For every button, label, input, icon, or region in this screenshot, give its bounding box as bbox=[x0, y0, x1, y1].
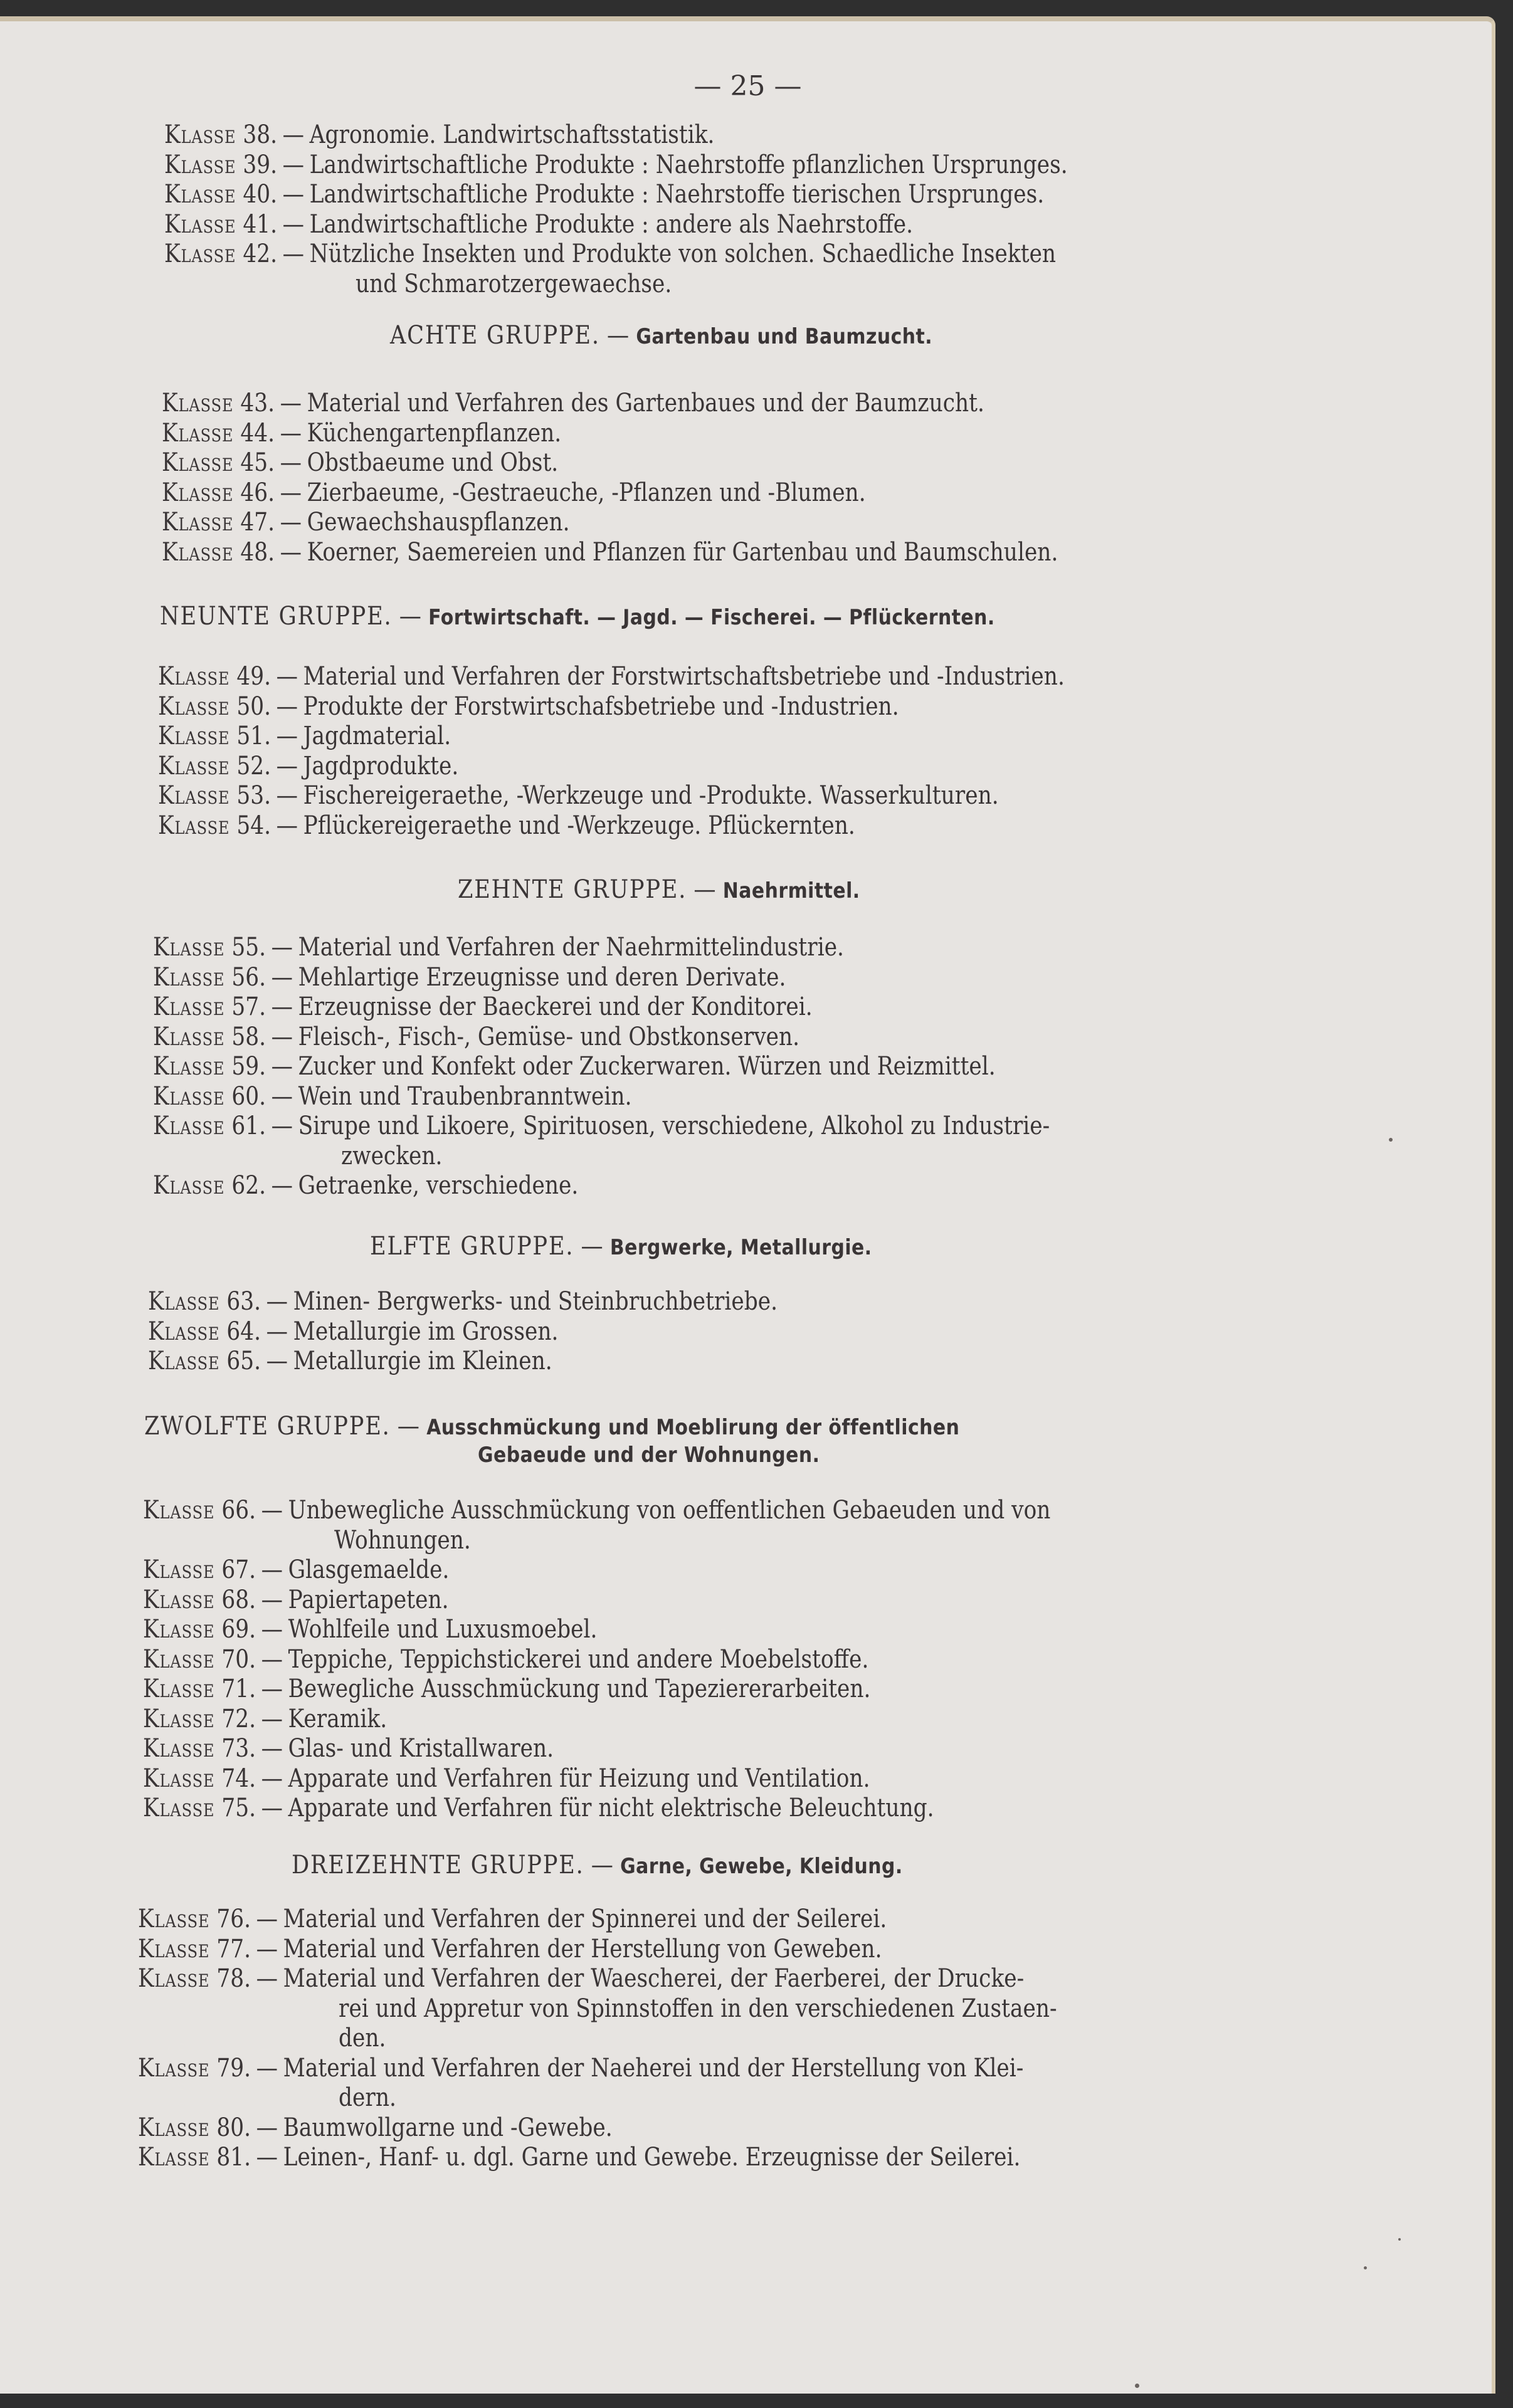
klasse-number: 69. bbox=[221, 1615, 256, 1644]
klasse-description: Metallurgie im Kleinen. bbox=[293, 1347, 552, 1375]
entry-dash: — bbox=[256, 1964, 278, 1993]
klasse-label: Klasse bbox=[153, 962, 225, 992]
klasse-description: Material und Verfahren der Forstwirtschaftsbetriebe und -Industrien. bbox=[303, 662, 1065, 691]
klasse-description: Pflückereigeraethe und -Werkzeuge. Pflückernten. bbox=[303, 811, 855, 840]
klasse-label: Klasse bbox=[153, 992, 225, 1021]
klasse-entry-49 bbox=[158, 662, 1065, 691]
klasse-description: Glasgemaelde. bbox=[288, 1555, 450, 1584]
klasse-entry-79 bbox=[138, 2054, 1023, 2083]
klasse-label: Klasse bbox=[138, 1964, 210, 1993]
entry-dash: — bbox=[276, 811, 298, 840]
klasse-description: Keramik. bbox=[288, 1704, 387, 1733]
klasse-entry-56 bbox=[153, 963, 786, 992]
klasse-label: Klasse bbox=[164, 239, 236, 268]
klasse-label: Klasse bbox=[158, 781, 230, 810]
klasse-entry-57 bbox=[153, 992, 813, 1021]
klasse-number: 71. bbox=[221, 1675, 256, 1703]
entry-dash: — bbox=[276, 662, 298, 691]
entry-dash: — bbox=[280, 448, 302, 477]
klasse-entry-45 bbox=[162, 448, 558, 477]
klasse-description: Wein und Traubenbranntwein. bbox=[298, 1081, 632, 1111]
klasse-label: Klasse bbox=[158, 691, 230, 721]
klasse-description: Glas- und Kristallwaren. bbox=[288, 1734, 554, 1763]
klasse-entry-55 bbox=[153, 933, 844, 962]
klasse-description: Gewaechshauspflanzen. bbox=[307, 508, 570, 537]
klasse-description: Landwirtschaftliche Produkte : andere als Naehrstoffe. bbox=[309, 209, 914, 239]
klasse-number: 58. bbox=[231, 1022, 266, 1051]
klasse-number: 75. bbox=[221, 1794, 256, 1822]
group-dash: — bbox=[574, 1232, 610, 1261]
entry-dash: — bbox=[276, 781, 298, 810]
klasse-number: 64. bbox=[226, 1317, 261, 1346]
klasse-number: 57. bbox=[231, 992, 266, 1021]
klasse-number: 59. bbox=[231, 1052, 266, 1081]
klasse-number: 60. bbox=[231, 1081, 266, 1111]
klasse-label: Klasse bbox=[143, 1644, 215, 1674]
klasse-entry-41 bbox=[164, 210, 913, 239]
klasse-number: 49. bbox=[236, 662, 271, 691]
klasse-number: 65. bbox=[226, 1347, 261, 1375]
klasse-entry-44 bbox=[162, 419, 561, 448]
group-name: DREIZEHNTE GRUPPE. bbox=[292, 1851, 584, 1880]
klasse-entry-71 bbox=[143, 1675, 870, 1703]
klasse-entry-58 bbox=[153, 1023, 799, 1051]
klasse-number: 78. bbox=[216, 1964, 251, 1993]
klasse-description: Obstbaeume und Obst. bbox=[307, 448, 559, 477]
klasse-label: Klasse bbox=[138, 1934, 210, 1964]
klasse-description: Landwirtschaftliche Produkte : Naehrstoffe pflanzlichen Ursprunges. bbox=[309, 150, 1068, 179]
entry-dash: — bbox=[276, 722, 298, 750]
group-dash: — bbox=[392, 602, 429, 631]
entry-dash: — bbox=[256, 2143, 278, 2172]
klasse-number: 66. bbox=[221, 1496, 256, 1525]
paper-speck bbox=[1389, 1138, 1393, 1142]
klasse-label: Klasse bbox=[148, 1317, 220, 1346]
klasse-number: 45. bbox=[240, 448, 275, 477]
klasse-description: Jagdmaterial. bbox=[303, 722, 451, 750]
klasse-entry-42 bbox=[164, 239, 1056, 268]
entry-dash: — bbox=[271, 1022, 293, 1051]
group-title: Naehrmittel. bbox=[722, 878, 860, 903]
entry-dash: — bbox=[261, 1764, 283, 1793]
klasse-number: 72. bbox=[221, 1704, 256, 1733]
group-title: Fortwirtschaft. — Jagd. — Fischerei. — Pflückernten. bbox=[428, 605, 995, 630]
entry-dash: — bbox=[266, 1287, 288, 1316]
klasse-entry-68 bbox=[143, 1585, 449, 1614]
klasse-number: 52. bbox=[236, 751, 271, 781]
entry-dash: — bbox=[280, 418, 302, 448]
klasse-entry-64 bbox=[148, 1317, 558, 1346]
klasse-label: Klasse bbox=[138, 2053, 210, 2083]
klasse-label: Klasse bbox=[143, 1704, 215, 1733]
entry-dash: — bbox=[282, 239, 305, 268]
entry-dash: — bbox=[271, 992, 293, 1021]
klasse-description-continuation: rei und Appretur von Spinnstoffen in den verschiedenen Zustaen- bbox=[339, 1994, 1057, 2023]
klasse-description-continuation: und Schmarotzergewaechse. bbox=[356, 269, 672, 298]
klasse-label: Klasse bbox=[138, 2113, 210, 2142]
entry-dash: — bbox=[261, 1794, 283, 1822]
klasse-entry-53 bbox=[158, 781, 999, 810]
klasse-number: 61. bbox=[231, 1112, 266, 1140]
klasse-description: Produkte der Forstwirtschafsbetriebe und -Industrien. bbox=[303, 691, 899, 721]
klasse-label: Klasse bbox=[143, 1585, 215, 1614]
klasse-number: 55. bbox=[231, 933, 266, 962]
klasse-description: Material und Verfahren der Spinnerei und der Seilerei. bbox=[283, 1905, 887, 1933]
klasse-description: Zierbaeume, -Gestraeuche, -Pflanzen und -Blumen. bbox=[307, 478, 866, 507]
klasse-label: Klasse bbox=[143, 1794, 215, 1822]
klasse-number: 56. bbox=[231, 962, 266, 992]
klasse-entry-69 bbox=[143, 1615, 597, 1644]
klasse-number: 50. bbox=[236, 691, 271, 721]
klasse-number: 74. bbox=[221, 1764, 256, 1793]
klasse-number: 77. bbox=[216, 1934, 251, 1964]
klasse-description: Agronomie. Landwirtschaftsstatistik. bbox=[309, 120, 715, 149]
klasse-label: Klasse bbox=[162, 478, 234, 507]
entry-dash: — bbox=[261, 1585, 283, 1614]
klasse-description: Apparate und Verfahren für Heizung und Ventilation. bbox=[288, 1764, 870, 1793]
klasse-description: Minen- Bergwerks- und Steinbruchbetriebe. bbox=[293, 1287, 778, 1316]
group-name: ZEHNTE GRUPPE. bbox=[458, 875, 687, 904]
klasse-label: Klasse bbox=[143, 1555, 215, 1584]
klasse-description: Material und Verfahren der Herstellung von Geweben. bbox=[283, 1934, 882, 1964]
entry-dash: — bbox=[280, 478, 302, 507]
entry-dash: — bbox=[276, 751, 298, 781]
klasse-entry-72 bbox=[143, 1705, 387, 1733]
klasse-label: Klasse bbox=[164, 150, 236, 179]
klasse-number: 41. bbox=[243, 209, 278, 239]
klasse-entry-46 bbox=[162, 478, 866, 507]
klasse-description: Material und Verfahren der Naeherei und der Herstellung von Klei- bbox=[283, 2053, 1024, 2083]
group-name: NEUNTE GRUPPE. bbox=[160, 602, 393, 631]
klasse-number: 63. bbox=[226, 1287, 261, 1316]
klasse-entry-60 bbox=[153, 1082, 632, 1111]
klasse-description: Material und Verfahren der Waescherei, der Faerberei, der Drucke- bbox=[283, 1964, 1025, 1993]
klasse-number: 43. bbox=[240, 389, 275, 418]
entry-dash: — bbox=[280, 389, 302, 418]
klasse-description: Koerner, Saemereien und Pflanzen für Gartenbau und Baumschulen. bbox=[307, 537, 1058, 567]
klasse-number: 47. bbox=[240, 508, 275, 537]
klasse-description: Baumwollgarne und -Gewebe. bbox=[283, 2113, 613, 2142]
group-heading bbox=[292, 1851, 903, 1881]
klasse-number: 42. bbox=[243, 239, 278, 268]
klasse-number: 73. bbox=[221, 1734, 256, 1763]
klasse-entry-61 bbox=[153, 1112, 1050, 1140]
entry-dash: — bbox=[282, 120, 305, 149]
group-heading bbox=[370, 1232, 872, 1262]
klasse-entry-38 bbox=[164, 120, 714, 149]
page-number: — 25 — bbox=[693, 70, 802, 102]
paper-speck bbox=[1398, 2238, 1401, 2241]
paper-speck bbox=[1364, 2266, 1367, 2269]
klasse-number: 38. bbox=[243, 120, 278, 149]
klasse-description: Wohlfeile und Luxusmoebel. bbox=[288, 1615, 598, 1644]
entry-dash: — bbox=[261, 1644, 283, 1674]
entry-dash: — bbox=[271, 1081, 293, 1111]
entry-dash: — bbox=[256, 1934, 278, 1964]
klasse-description: Teppiche, Teppichstickerei und andere Moebelstoffe. bbox=[288, 1644, 869, 1674]
klasse-description: Material und Verfahren der Naehrmittelindustrie. bbox=[298, 933, 844, 962]
klasse-entry-81 bbox=[138, 2143, 1020, 2172]
klasse-description: Unbewegliche Ausschmückung von oeffentlichen Gebaeuden und von bbox=[288, 1496, 1051, 1525]
klasse-label: Klasse bbox=[164, 180, 236, 209]
entry-dash: — bbox=[261, 1615, 283, 1644]
klasse-number: 54. bbox=[236, 811, 271, 840]
klasse-entry-78 bbox=[138, 1964, 1024, 1993]
klasse-entry-65 bbox=[148, 1347, 552, 1375]
klasse-number: 67. bbox=[221, 1555, 256, 1584]
klasse-number: 79. bbox=[216, 2053, 251, 2083]
group-heading bbox=[390, 321, 932, 351]
entry-dash: — bbox=[256, 1905, 278, 1933]
group-title-continuation bbox=[478, 1439, 820, 1470]
klasse-description: Bewegliche Ausschmückung und Tapeziererarbeiten. bbox=[288, 1675, 871, 1703]
klasse-label: Klasse bbox=[153, 1052, 225, 1081]
klasse-description: Fleisch-, Fisch-, Gemüse- und Obstkonserven. bbox=[298, 1022, 800, 1051]
group-title: Ausschmückung und Moeblirung der öffentlichen bbox=[426, 1415, 960, 1440]
entry-dash: — bbox=[280, 508, 302, 537]
klasse-entry-66 bbox=[143, 1496, 1050, 1525]
group-heading bbox=[144, 1412, 959, 1442]
klasse-number: 80. bbox=[216, 2113, 251, 2142]
klasse-label: Klasse bbox=[143, 1675, 215, 1703]
group-title: Gartenbau und Baumzucht. bbox=[636, 324, 933, 349]
entry-dash: — bbox=[271, 1052, 293, 1081]
group-name: ACHTE GRUPPE. bbox=[390, 321, 600, 350]
entry-dash: — bbox=[256, 2113, 278, 2142]
klasse-description: Landwirtschaftliche Produkte : Naehrstoffe tierischen Ursprunges. bbox=[309, 180, 1045, 209]
klasse-label: Klasse bbox=[143, 1764, 215, 1793]
klasse-entry-75 bbox=[143, 1794, 934, 1822]
klasse-entry-74 bbox=[143, 1764, 870, 1793]
klasse-entry-40 bbox=[164, 180, 1044, 209]
klasse-label: Klasse bbox=[158, 722, 230, 750]
klasse-label: Klasse bbox=[138, 2143, 210, 2172]
klasse-entry-73 bbox=[143, 1734, 554, 1763]
klasse-description-continuation: den. bbox=[339, 2024, 386, 2053]
klasse-entry-67 bbox=[143, 1555, 449, 1584]
klasse-label: Klasse bbox=[143, 1496, 215, 1525]
klasse-number: 48. bbox=[240, 537, 275, 567]
entry-dash: — bbox=[256, 2053, 278, 2083]
klasse-entry-52 bbox=[158, 752, 458, 781]
klasse-label: Klasse bbox=[162, 508, 234, 537]
klasse-description: Mehlartige Erzeugnisse und deren Derivate. bbox=[298, 962, 786, 992]
klasse-label: Klasse bbox=[158, 751, 230, 781]
klasse-entry-50 bbox=[158, 692, 899, 721]
klasse-description: Jagdprodukte. bbox=[303, 751, 459, 781]
klasse-entry-43 bbox=[162, 389, 984, 418]
klasse-label: Klasse bbox=[148, 1347, 220, 1375]
klasse-entry-47 bbox=[162, 508, 570, 537]
group-dash: — bbox=[390, 1412, 427, 1441]
klasse-description: Leinen-, Hanf- u. dgl. Garne und Gewebe. Erzeugnisse der Seilerei. bbox=[283, 2143, 1021, 2172]
klasse-label: Klasse bbox=[153, 1171, 225, 1200]
klasse-description: Material und Verfahren des Gartenbaues und der Baumzucht. bbox=[307, 389, 984, 418]
klasse-description-continuation: Wohnungen. bbox=[334, 1525, 471, 1555]
entry-dash: — bbox=[280, 537, 302, 567]
klasse-label: Klasse bbox=[153, 1112, 225, 1140]
klasse-entry-70 bbox=[143, 1645, 868, 1674]
klasse-entry-39 bbox=[164, 150, 1068, 179]
klasse-entry-51 bbox=[158, 722, 451, 750]
klasse-entry-62 bbox=[153, 1171, 578, 1200]
klasse-label: Klasse bbox=[138, 1905, 210, 1933]
entry-dash: — bbox=[261, 1555, 283, 1584]
klasse-description: Erzeugnisse der Baeckerei und der Konditorei. bbox=[298, 992, 813, 1021]
klasse-label: Klasse bbox=[143, 1615, 215, 1644]
entry-dash: — bbox=[271, 962, 293, 992]
group-dash: — bbox=[687, 875, 723, 904]
entry-dash: — bbox=[261, 1704, 283, 1733]
klasse-label: Klasse bbox=[153, 1081, 225, 1111]
klasse-label: Klasse bbox=[164, 120, 236, 149]
entry-dash: — bbox=[282, 209, 305, 239]
klasse-number: 40. bbox=[243, 180, 278, 209]
klasse-label: Klasse bbox=[143, 1734, 215, 1763]
group-dash: — bbox=[599, 321, 636, 350]
klasse-description: Metallurgie im Grossen. bbox=[293, 1317, 559, 1346]
entry-dash: — bbox=[266, 1317, 288, 1346]
klasse-number: 62. bbox=[231, 1171, 266, 1200]
klasse-description: Zucker und Konfekt oder Zuckerwaren. Würzen und Reizmittel. bbox=[298, 1052, 996, 1081]
klasse-entry-54 bbox=[158, 811, 855, 840]
entry-dash: — bbox=[271, 1112, 293, 1140]
klasse-number: 81. bbox=[216, 2143, 251, 2172]
paper-speck bbox=[1135, 2384, 1139, 2388]
group-name: ZWOLFTE GRUPPE. bbox=[144, 1412, 391, 1441]
entry-dash: — bbox=[282, 150, 305, 179]
entry-dash: — bbox=[282, 180, 305, 209]
klasse-label: Klasse bbox=[162, 537, 234, 567]
klasse-number: 70. bbox=[221, 1644, 256, 1674]
entry-dash: — bbox=[271, 1171, 293, 1200]
group-heading bbox=[458, 875, 860, 905]
klasse-label: Klasse bbox=[162, 418, 234, 448]
klasse-description: Nützliche Insekten und Produkte von solchen. Schaedliche Insekten bbox=[309, 239, 1057, 268]
klasse-label: Klasse bbox=[148, 1287, 220, 1316]
klasse-description-continuation: dern. bbox=[339, 2083, 396, 2112]
group-name: ELFTE GRUPPE. bbox=[370, 1232, 574, 1261]
group-title-cont: Gebaeude und der Wohnungen. bbox=[478, 1443, 820, 1468]
klasse-number: 39. bbox=[243, 150, 278, 179]
entry-dash: — bbox=[261, 1496, 283, 1525]
entry-dash: — bbox=[266, 1347, 288, 1375]
klasse-entry-77 bbox=[138, 1935, 882, 1964]
klasse-description: Apparate und Verfahren für nicht elektrische Beleuchtung. bbox=[288, 1794, 934, 1822]
klasse-label: Klasse bbox=[153, 933, 225, 962]
klasse-number: 53. bbox=[236, 781, 271, 810]
klasse-label: Klasse bbox=[162, 448, 234, 477]
klasse-description: Sirupe und Likoere, Spirituosen, verschiedene, Alkohol zu Industrie- bbox=[298, 1112, 1050, 1140]
klasse-number: 44. bbox=[240, 418, 275, 448]
klasse-description: Fischereigeraethe, -Werkzeuge und -Produkte. Wasserkulturen. bbox=[303, 781, 999, 810]
klasse-label: Klasse bbox=[164, 209, 236, 239]
document-page bbox=[0, 16, 1495, 2394]
klasse-description: Küchengartenpflanzen. bbox=[307, 418, 562, 448]
klasse-label: Klasse bbox=[158, 811, 230, 840]
klasse-number: 51. bbox=[236, 722, 271, 750]
klasse-description-continuation: zwecken. bbox=[341, 1141, 443, 1170]
group-dash: — bbox=[584, 1851, 621, 1880]
entry-dash: — bbox=[276, 691, 298, 721]
group-title: Bergwerke, Metallurgie. bbox=[609, 1235, 872, 1260]
klasse-label: Klasse bbox=[162, 389, 234, 418]
klasse-entry-63 bbox=[148, 1287, 778, 1316]
klasse-label: Klasse bbox=[158, 662, 230, 691]
klasse-entry-76 bbox=[138, 1905, 887, 1933]
klasse-description: Papiertapeten. bbox=[288, 1585, 449, 1614]
group-title: Garne, Gewebe, Kleidung. bbox=[620, 1854, 903, 1879]
klasse-number: 76. bbox=[216, 1905, 251, 1933]
entry-dash: — bbox=[261, 1675, 283, 1703]
klasse-entry-48 bbox=[162, 538, 1058, 567]
group-heading bbox=[160, 602, 995, 632]
klasse-entry-80 bbox=[138, 2113, 613, 2142]
klasse-entry-59 bbox=[153, 1052, 996, 1081]
klasse-description: Getraenke, verschiedene. bbox=[298, 1171, 579, 1200]
entry-dash: — bbox=[271, 933, 293, 962]
klasse-label: Klasse bbox=[153, 1022, 225, 1051]
klasse-number: 68. bbox=[221, 1585, 256, 1614]
klasse-number: 46. bbox=[240, 478, 275, 507]
entry-dash: — bbox=[261, 1734, 283, 1763]
